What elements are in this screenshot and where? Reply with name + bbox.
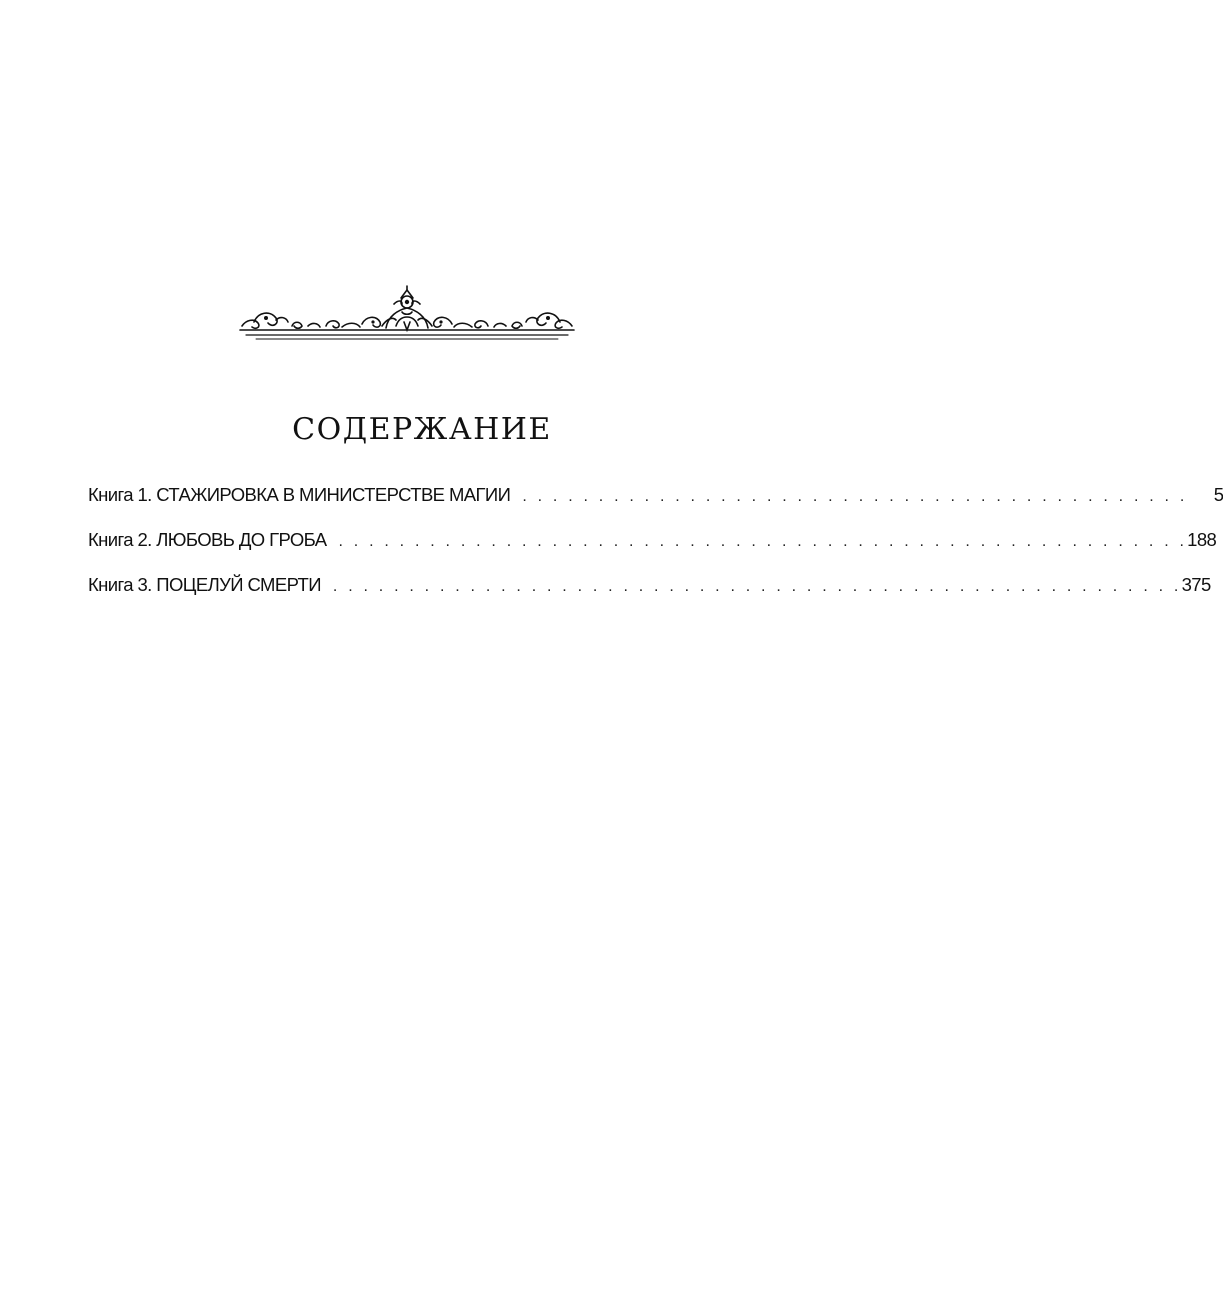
table-of-contents	[88, 484, 1223, 619]
toc-leader-dots: . . . . . . . . . . . . . . . . . . . . . . . . . . . . . . . . . . . . . . . . . . . . . . . . . . . . . . . .	[338, 533, 1188, 550]
toc-entry-page: 375	[1181, 574, 1211, 595]
toc-entry-label: Книга 2. ЛЮБОВЬ ДО ГРОБА	[88, 529, 327, 550]
toc-entry-book-3[interactable]	[88, 574, 1211, 619]
toc-entry-book-2[interactable]	[88, 529, 1217, 574]
toc-entry-page: 5	[1213, 484, 1223, 505]
page-title: СОДЕРЖАНИЕ	[292, 412, 552, 447]
toc-leader-dots: . . . . . . . . . . . . . . . . . . . . . . . . . . . . . . . . . . . . . . . . . . . .	[522, 488, 1188, 505]
toc-entry-label: Книга 3. ПОЦЕЛУЙ СМЕРТИ	[88, 574, 321, 595]
toc-entry-book-1[interactable]	[88, 484, 1223, 529]
toc-leader-dots: . . . . . . . . . . . . . . . . . . . . . . . . . . . . . . . . . . . . . . . . . . . . . . . . . . . . . . . .	[332, 578, 1182, 595]
toc-entry-page: 188	[1187, 529, 1217, 550]
decorative-ornament-icon	[236, 286, 578, 342]
toc-entry-label: Книга 1. СТАЖИРОВКА В МИНИСТЕРСТВЕ МАГИИ	[88, 484, 511, 505]
